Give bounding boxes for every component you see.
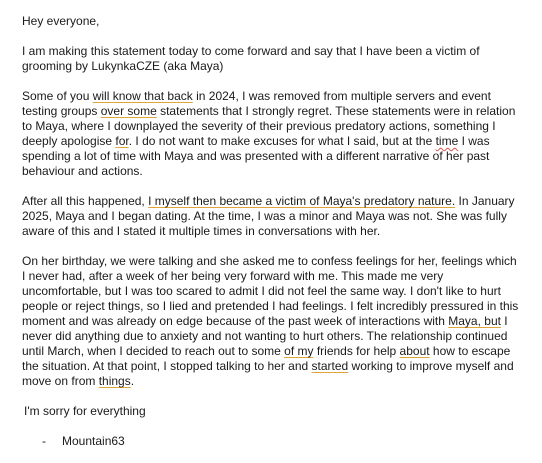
greeting: Hey everyone, [22,14,100,28]
text-run: After all this happened, [22,194,149,208]
grammar-highlight: started [311,359,349,373]
spelling-highlight: time [435,134,459,148]
text-run: In January 2025, Maya and I began dating. At the time, I was a minor and Maya was not. She was fully aware of this and I stated it multiple times in conversations with her. [22,194,515,238]
signature-name: Mountain63 [62,434,125,448]
grammar-highlight: will know that back [92,89,193,103]
signature-dash: - [42,434,46,448]
text-run: friends for help [313,344,400,358]
paragraph-birthday [22,254,522,389]
statement-document [22,14,522,449]
paragraph-intro: I am making this statement today to come forward and say that I have been a victim of grooming by LukynkaCZE (aka Maya) [22,44,480,73]
grammar-highlight: Maya, but [448,314,501,328]
paragraph-victim [22,194,522,239]
text-run: Some of you [22,89,93,103]
text-run: statements that I strongly regret. These statements were in relation to Maya, where I downplayed the severity of their previous predatory actions, something I deeply apologise [22,104,516,148]
signature [22,434,522,449]
grammar-highlight: about [399,344,430,358]
grammar-highlight: for [115,134,129,148]
text-run: in 2024, I was removed from multiple servers and event testing groups [22,89,491,118]
paragraph-background [22,89,522,179]
text-run: . [130,374,135,388]
grammar-highlight: I myself then became a victim of Maya's predatory nature. [148,194,456,208]
text-run: working to improve myself and move on from [22,359,514,388]
text-run: how to escape the situation. At that point, I stopped talking to her and [22,344,511,373]
grammar-highlight: things [98,374,131,388]
text-run: . I do not want to make excuses for what I said, but at the [128,134,436,148]
text-run: I never did anything due to anxiety and not wanting to hurt others. The relationship continued until March, when I decided to reach out to some [22,314,508,358]
text-run: On her birthday, we were talking and she asked me to confess feelings for her, feelings which I never had, after a week of her being very forward with me. This made me very uncomfortable, but I was too scared to admit I did not feel the same way. I don't like to hurt people or reject things, so I lied and pretended I had feelings. I felt incredibly pressured in this moment and was already on edge because of the past week of interactions with [22,254,519,328]
text-run: I was spending a lot of time with Maya and was presented with a different narrative of her past behaviour and actions. [22,134,490,178]
closing-line: I'm sorry for everything [24,404,146,418]
grammar-highlight: of my [284,344,314,358]
grammar-highlight: over some [100,104,157,118]
